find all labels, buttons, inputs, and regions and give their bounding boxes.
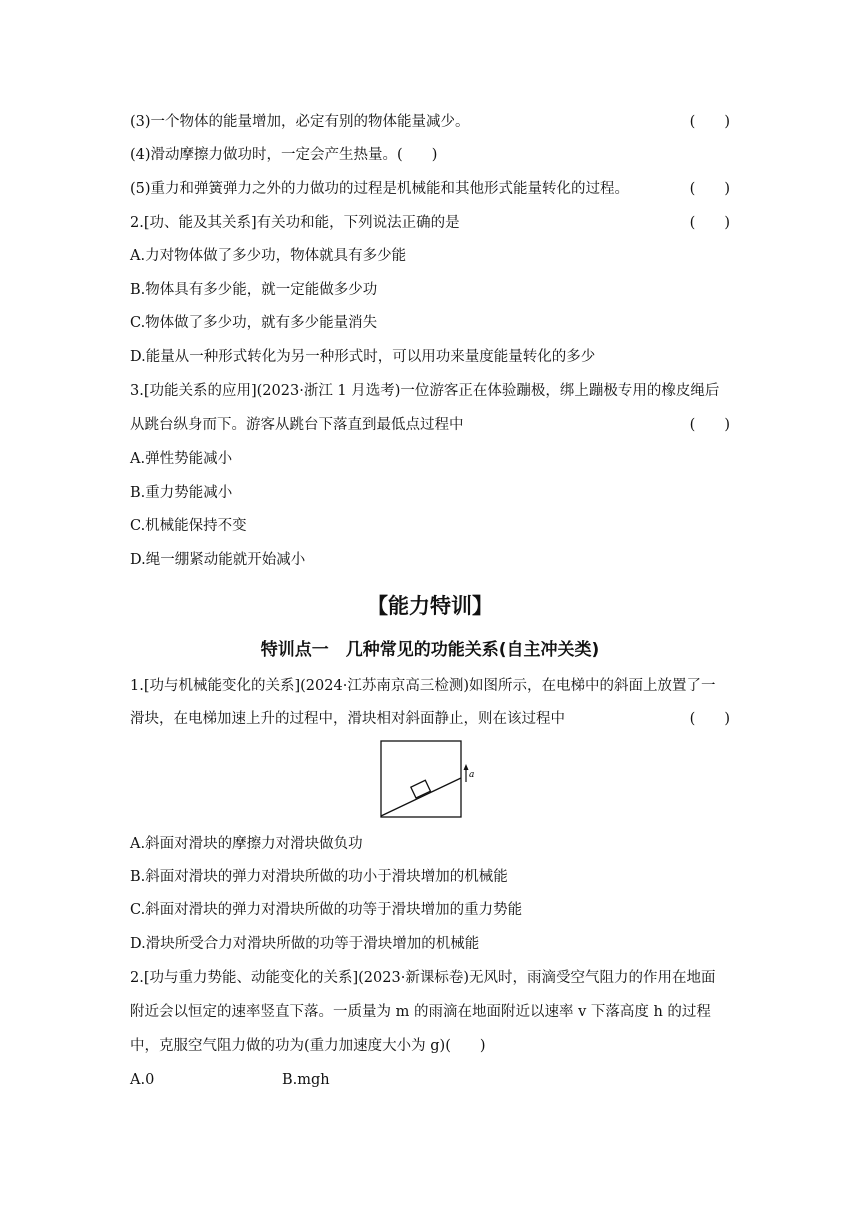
practice-1-option-b: B.斜面对滑块的弹力对滑块所做的功小于滑块增加的机械能 xyxy=(130,869,508,885)
practice-2-stem-line2: 附近会以恒定的速率竖直下落。一质量为 m 的雨滴在地面附近以速率 v 下落高度 h 的过程 xyxy=(130,1004,711,1020)
practice-1-stem-line2 xyxy=(130,709,730,729)
judgment-item-5 xyxy=(130,179,730,199)
question-2-stem xyxy=(130,213,730,233)
section-title: 【能力特训】 xyxy=(367,594,493,618)
question-2-option-d: D.能量从一种形式转化为另一种形式时，可以用功来量度能量转化的多少 xyxy=(130,349,596,365)
judgment-text: (3)一个物体的能量增加，必定有别的物体能量减少。 xyxy=(130,114,470,130)
question-2-option-b: B.物体具有多少能，就一定能做多少功 xyxy=(130,282,378,298)
question-3-stem-line1: 3.[功能关系的应用](2023·浙江 1 月选考)一位游客正在体验蹦极，绑上蹦极专用的橡皮绳后 xyxy=(130,383,720,399)
answer-paren: ( ) xyxy=(689,711,730,727)
arrow-head-icon xyxy=(464,764,469,770)
question-3-stem-line2 xyxy=(130,415,730,435)
practice-1-option-a: A.斜面对滑块的摩擦力对滑块做负功 xyxy=(130,836,363,852)
acceleration-label: a xyxy=(469,770,475,780)
answer-paren: ( ) xyxy=(689,417,730,433)
elevator-incline-figure xyxy=(380,740,480,818)
question-2-option-c: C.物体做了多少功，就有多少能量消失 xyxy=(130,315,378,331)
question-3-option-d: D.绳一绷紧动能就开始减小 xyxy=(130,552,306,568)
judgment-item-3 xyxy=(130,112,730,132)
judgment-item-4 xyxy=(130,145,730,165)
practice-2-stem-line3: 中，克服空气阻力做的功为(重力加速度大小为 g)( ) xyxy=(130,1038,486,1054)
question-text: 2.[功、能及其关系]有关功和能，下列说法正确的是 xyxy=(130,215,460,231)
slider-block xyxy=(411,780,431,798)
question-3-option-a: A.弹性势能减小 xyxy=(130,451,233,467)
practice-1-option-c: C.斜面对滑块的弹力对滑块所做的功等于滑块增加的重力势能 xyxy=(130,902,523,918)
question-3-option-c: C.机械能保持不变 xyxy=(130,518,247,534)
subsection-title: 特训点一 几种常见的功能关系(自主冲关类) xyxy=(260,640,600,660)
question-text: 滑块，在电梯加速上升的过程中，滑块相对斜面静止，则在该过程中 xyxy=(130,711,565,727)
practice-2-options xyxy=(130,1070,730,1090)
judgment-text: (4)滑动摩擦力做功时，一定会产生热量。( ) xyxy=(130,147,438,163)
elevator-box xyxy=(381,741,461,817)
answer-paren: ( ) xyxy=(689,114,730,130)
practice-2-option-a: A.0 xyxy=(130,1072,155,1088)
practice-1-stem-line1: 1.[功与机械能变化的关系](2024·江苏南京高三检测)如图所示，在电梯中的斜面上放置了一 xyxy=(130,678,716,694)
practice-1-option-d: D.滑块所受合力对滑块所做的功等于滑块增加的机械能 xyxy=(130,936,480,952)
practice-2-option-b: B.mgh xyxy=(282,1072,330,1088)
question-3-option-b: B.重力势能减小 xyxy=(130,485,233,501)
practice-2-stem-line1: 2.[功与重力势能、动能变化的关系](2023·新课标卷)无风时，雨滴受空气阻力的作用在地面 xyxy=(130,970,716,986)
answer-paren: ( ) xyxy=(689,215,730,231)
question-2-option-a: A.力对物体做了多少功，物体就具有多少能 xyxy=(130,248,407,264)
question-text: 从跳台纵身而下。游客从跳台下落直到最低点过程中 xyxy=(130,417,464,433)
answer-paren: ( ) xyxy=(689,181,730,197)
judgment-text: (5)重力和弹簧弹力之外的力做功的过程是机械能和其他形式能量转化的过程。 xyxy=(130,181,630,197)
